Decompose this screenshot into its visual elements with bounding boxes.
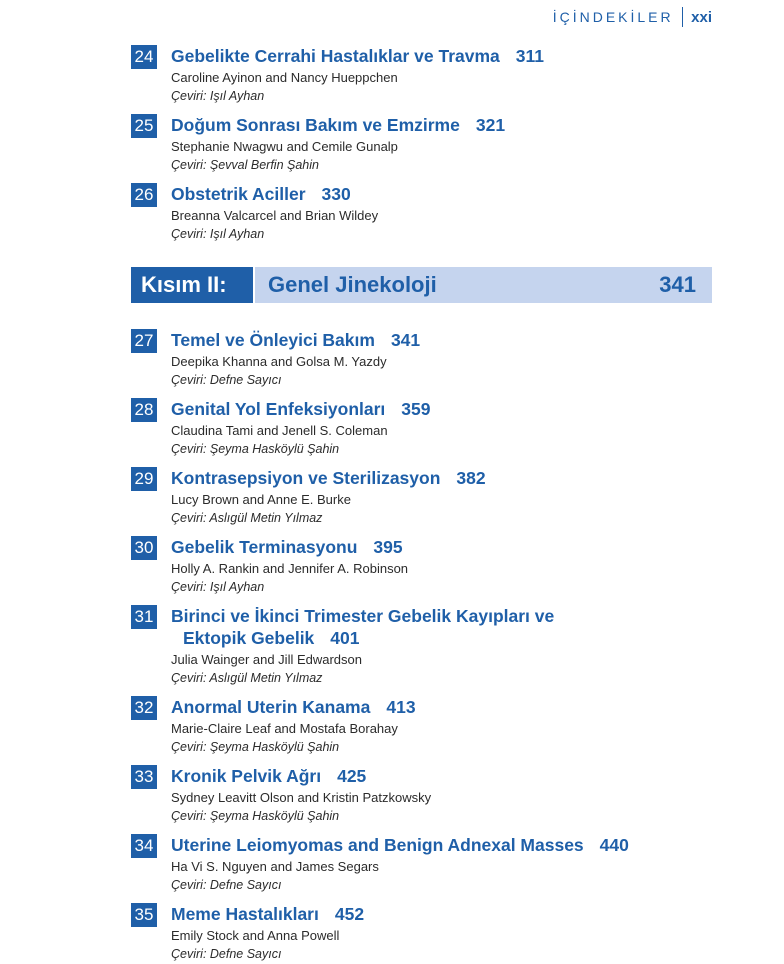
- chapter-number-badge: 32: [131, 696, 157, 720]
- chapter-translator: Çeviri: Şeyma Hasköylü Şahin: [171, 442, 340, 456]
- chapter-authors: Breanna Valcarcel and Brian Wildey: [171, 208, 379, 223]
- toc-entry-25[interactable]: [131, 114, 731, 175]
- chapter-number-badge: 26: [131, 183, 157, 207]
- chapter-page-number: 452: [334, 904, 365, 924]
- chapter-page-number: 330: [321, 184, 351, 204]
- chapter-translator: Çeviri: Defne Sayıcı: [171, 947, 282, 961]
- chapter-number-badge: 25: [131, 114, 157, 138]
- chapter-page-number: 440: [599, 835, 629, 855]
- chapter-page-number: 395: [373, 537, 403, 557]
- chapter-page-number: 413: [386, 697, 416, 717]
- chapter-number-badge: 24: [131, 45, 157, 69]
- chapter-authors: Emily Stock and Anna Powell: [171, 928, 340, 943]
- toc-entry-30[interactable]: [131, 536, 731, 597]
- chapter-title[interactable]: Meme Hastalıkları 452: [171, 904, 365, 924]
- chapter-number-badge: 29: [131, 467, 157, 491]
- toc-entry-26[interactable]: [131, 183, 731, 244]
- toc-entry-29[interactable]: [131, 467, 731, 528]
- chapter-translator: Çeviri: Şevval Berfin Şahin: [171, 158, 319, 172]
- chapter-translator: Çeviri: Şeyma Hasköylü Şahin: [171, 809, 340, 823]
- chapter-translator: Çeviri: Işıl Ayhan: [171, 227, 265, 241]
- chapter-translator: Çeviri: Işıl Ayhan: [171, 89, 265, 103]
- running-head: [553, 7, 712, 27]
- chapter-title[interactable]: Gebelik Terminasyonu 395: [171, 537, 403, 557]
- chapter-page-number: 425: [337, 766, 367, 786]
- running-head-page-number: xxi: [691, 8, 712, 26]
- chapter-translator: Çeviri: Defne Sayıcı: [171, 878, 282, 892]
- chapter-title[interactable]: Kontrasepsiyon ve Sterilizasyon 382: [171, 468, 486, 488]
- running-head-divider: [682, 7, 684, 27]
- chapter-authors: Sydney Leavitt Olson and Kristin Patzkowsky: [171, 790, 432, 805]
- toc-entry-31[interactable]: [131, 605, 731, 688]
- chapter-translator: Çeviri: Aslıgül Metin Yılmaz: [171, 511, 323, 525]
- chapter-number-badge: 28: [131, 398, 157, 422]
- chapter-authors: Stephanie Nwagwu and Cemile Gunalp: [171, 139, 398, 154]
- toc-entry-24[interactable]: [131, 45, 731, 106]
- chapter-authors: Claudina Tami and Jenell S. Coleman: [171, 423, 388, 438]
- part-banner[interactable]: [131, 267, 712, 303]
- chapter-page-number: 382: [456, 468, 486, 488]
- chapter-title[interactable]: Uterine Leiomyomas and Benign Adnexal Masses 440: [171, 835, 629, 855]
- toc-entry-28[interactable]: [131, 398, 731, 459]
- chapter-translator: Çeviri: Defne Sayıcı: [171, 373, 282, 387]
- part-label: Kısım II:: [131, 267, 253, 303]
- chapter-translator: Çeviri: Aslıgül Metin Yılmaz: [171, 671, 323, 685]
- chapter-page-number: 321: [475, 115, 506, 135]
- chapter-number-badge: 30: [131, 536, 157, 560]
- chapter-authors: Julia Wainger and Jill Edwardson: [171, 652, 363, 667]
- chapter-title[interactable]: Obstetrik Aciller 330: [171, 184, 351, 204]
- chapter-authors: Ha Vi S. Nguyen and James Segars: [171, 859, 379, 874]
- chapter-title[interactable]: Anormal Uterin Kanama 413: [171, 697, 416, 717]
- chapter-number-badge: 35: [131, 903, 157, 927]
- chapter-number-badge: 34: [131, 834, 157, 858]
- chapter-title[interactable]: Doğum Sonrası Bakım ve Emzirme 321: [171, 115, 506, 135]
- chapter-authors: Marie-Claire Leaf and Mostafa Borahay: [171, 721, 398, 736]
- running-head-label: İÇİNDEKİLER: [552, 9, 674, 25]
- chapter-authors: Caroline Ayinon and Nancy Hueppchen: [171, 70, 398, 85]
- chapter-title[interactable]: Genital Yol Enfeksiyonları 359: [171, 399, 431, 419]
- chapter-title[interactable]: Kronik Pelvik Ağrı 425: [171, 766, 367, 786]
- chapter-title[interactable]: Gebelikte Cerrahi Hastalıklar ve Travma 311: [171, 46, 545, 66]
- toc-entry-34[interactable]: [131, 834, 731, 895]
- part-page-number: 341: [659, 272, 696, 297]
- toc-entry-35[interactable]: [131, 903, 731, 964]
- chapter-number-badge: 33: [131, 765, 157, 789]
- chapter-page-number: 311: [515, 46, 545, 66]
- toc-entry-33[interactable]: [131, 765, 731, 826]
- chapter-page-number: 341: [390, 330, 421, 350]
- chapter-translator: Çeviri: Şeyma Hasköylü Şahin: [171, 740, 340, 754]
- chapter-title[interactable]: Temel ve Önleyici Bakım 341: [171, 330, 421, 350]
- toc-entry-27[interactable]: [131, 329, 731, 390]
- chapter-page-number: 401: [330, 628, 360, 648]
- chapter-title[interactable]: Birinci ve İkinci Trimester Gebelik Kayıpları ve Ektopik Gebelik 401: [171, 606, 555, 648]
- chapter-authors: Deepika Khanna and Golsa M. Yazdy: [171, 354, 387, 369]
- part-title-box: [255, 267, 712, 303]
- chapter-number-badge: 27: [131, 329, 157, 353]
- part-title: Genel Jinekoloji: [268, 272, 437, 297]
- toc-entry-32[interactable]: [131, 696, 731, 757]
- chapter-number-badge: 31: [131, 605, 157, 629]
- chapter-authors: Lucy Brown and Anne E. Burke: [171, 492, 351, 507]
- chapter-page-number: 359: [401, 399, 431, 419]
- chapter-authors: Holly A. Rankin and Jennifer A. Robinson: [171, 561, 409, 576]
- chapter-translator: Çeviri: Işıl Ayhan: [171, 580, 265, 594]
